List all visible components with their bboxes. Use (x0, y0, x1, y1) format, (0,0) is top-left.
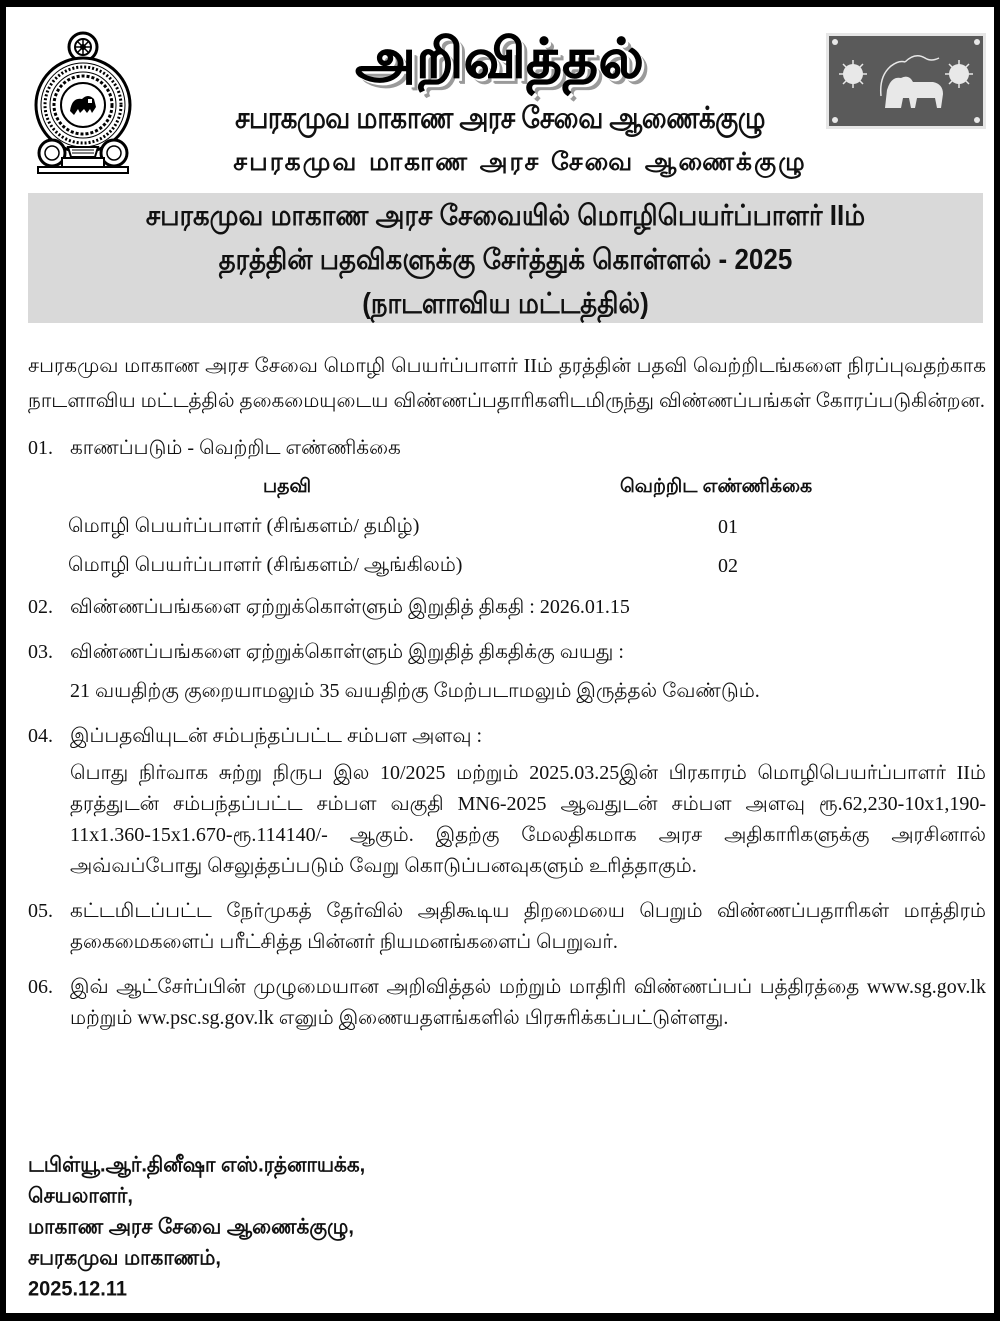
page-title: அறிவித்தல் (355, 27, 645, 90)
header-position: பதவி (263, 476, 312, 497)
signatory-province: சபரகமுவ மாகாணம், (28, 1246, 221, 1270)
age-requirement: 21 வயதிற்கு குறையாமலும் 35 வயதிற்கு மேற்படாமலும் இருத்தல் வேண்டும். (70, 680, 760, 702)
section-number: 06. (28, 976, 53, 998)
notice-date: 2025.12.11 (28, 1277, 127, 1301)
section-06 (28, 972, 986, 1034)
section-04 (28, 719, 986, 754)
banner-line-3: (நாடளாவிய மட்டத்தில்) (362, 286, 649, 320)
section-05 (28, 896, 986, 958)
section-03 (28, 635, 986, 670)
vacancy-table (28, 468, 986, 586)
banner-line-1: சபரகமுவ மாகாண அரச சேவையில் மொழிபெயர்ப்பாளர் IIம் (145, 198, 866, 232)
organization-name: சபரகமுவ மாகாண அரச சேவை ஆணைக்குழு (233, 147, 807, 176)
position-cell: மொழி பெயர்ப்பாளர் (சிங்களம்/ தமிழ்) (68, 515, 420, 537)
section-text: இவ் ஆட்சேர்ப்பின் முழுமையான அறிவித்தல் மற்றும் மாதிரி விண்ணப்பப் பத்திரத்தை www.sg.gov.lk மற்றும் ww.psc.sg.gov.lk எனும் இணையதளங்களில் பிரசுரிக்கப்பட்டுள்ளது. (70, 976, 986, 1029)
section-text: இப்பதவியுடன் சம்பந்தப்பட்ட சம்பள அளவு : (70, 725, 483, 747)
section-text: காணப்படும் - வெற்றிட எண்ணிக்கை (70, 437, 401, 459)
recruitment-banner (28, 193, 983, 323)
section-02 (28, 590, 986, 625)
vacancy-count-cell: 02 (718, 555, 738, 577)
section-number: 02. (28, 596, 53, 618)
intro-paragraph: சபரகமுவ மாகாண அரச சேவை மொழி பெயர்ப்பாளர் IIம் தரத்தின் பதவி வெற்றிடங்களை நிரப்புவதற்காக நாடளாவிய மட்டத்தில் தகைமையுடைய விண்ணப்பதாரிகளிடமிருந்து விண்ணப்பங்கள் கோரப்படுகின்றன. (28, 355, 986, 412)
section-number: 01. (28, 437, 53, 459)
header-vacancies: வெற்றிட எண்ணிக்கை (620, 476, 813, 497)
signatory-title: செயலாளர், (28, 1184, 133, 1208)
signature-block (28, 1150, 365, 1305)
notice-body (28, 349, 986, 1034)
section-number: 05. (28, 900, 53, 922)
table-row (28, 508, 986, 547)
table-row (28, 547, 986, 586)
section-number: 04. (28, 725, 53, 747)
table-header (28, 468, 986, 508)
section-01 (28, 431, 986, 466)
banner-line-2: தரத்தின் பதவிகளுக்கு சேர்த்துக் கொள்ளல் - 2025 (218, 242, 793, 276)
position-cell: மொழி பெயர்ப்பாளர் (சிங்களம்/ ஆங்கிலம்) (68, 554, 463, 576)
signatory-name: டபிள்யூ.ஆர்.தினீஷா எஸ்.ரத்னாயக்க, (28, 1153, 366, 1177)
section-text: விண்ணப்பங்களை ஏற்றுக்கொள்ளும் இறுதித் திகதி : 2026.01.15 (70, 596, 630, 618)
section-number: 03. (28, 641, 53, 663)
section-text: விண்ணப்பங்களை ஏற்றுக்கொள்ளும் இறுதித் திகதிக்கு வயது : (70, 641, 624, 663)
signatory-organization: மாகாண அரச சேவை ஆணைக்குழு, (28, 1215, 354, 1239)
salary-details: பொது நிர்வாக சுற்று நிருப இல 10/2025 மற்றும் 2025.03.25இன் பிரகாரம் மொழிபெயர்ப்பாளர் IIம் தரத்துடன் சம்பந்தப்பட்ட சம்பள வகுதி MN6-2025 ஆவதுடன் சம்பள அளவு ரூ.62,230-10x1,190-11x1.360-15x1.670-ரூ.114140/- ஆகும். இதற்கு மேலதிகமாக அரச அதிகாரிகளுக்கு அரசினால் அவ்வப்போது செலுத்தப்படும் வேறு கொடுப்பனவுகளும் உரித்தாகும். (70, 762, 986, 877)
vacancy-count-cell: 01 (718, 516, 738, 538)
section-text: கட்டமிடப்பட்ட நேர்முகத் தேர்வில் அதிகூடிய திறமையை பெறும் விண்ணப்பதாரிகள் மாத்திரம் தகைமைகளைப் பரீட்சித்த பின்னர் நியமனங்களைப் பெறுவர். (70, 900, 986, 953)
organization-name-bold: சபரகமுவ மாகாண அரச சேவை ஆணைக்குழு (235, 100, 765, 135)
